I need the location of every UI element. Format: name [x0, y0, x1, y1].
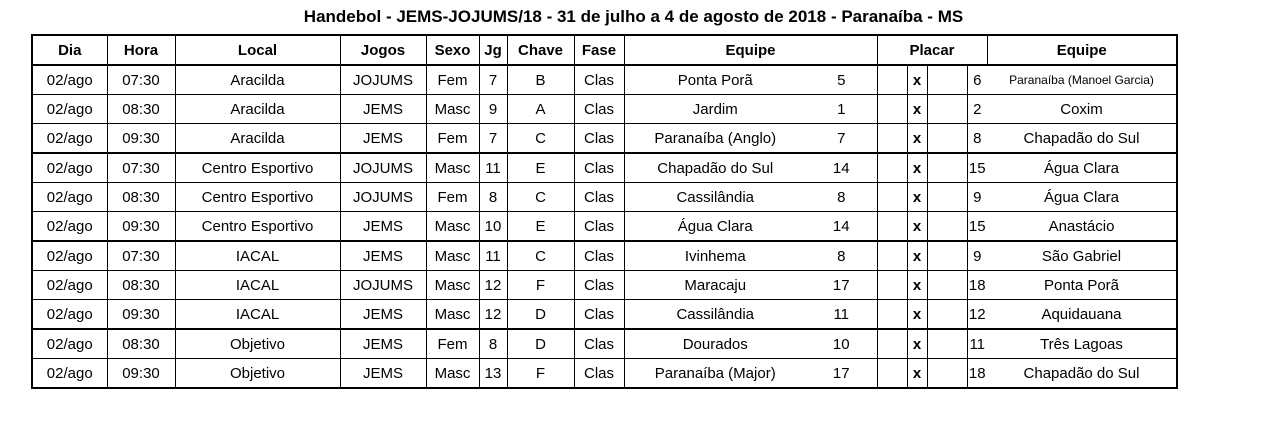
cell-fase: Clas	[574, 359, 624, 389]
table-row	[32, 153, 1177, 183]
table-row	[32, 329, 1177, 359]
cell-equipe-home: Maracaju	[624, 271, 806, 300]
cell-number-away: 6	[967, 65, 987, 95]
cell-jogos: JEMS	[340, 359, 426, 389]
cell-jogos: JOJUMS	[340, 153, 426, 183]
cell-jg: 9	[479, 95, 507, 124]
cell-versus-x: x	[907, 183, 927, 212]
cell-equipe-away: Anastácio	[987, 212, 1177, 242]
cell-score-home	[877, 65, 907, 95]
cell-jogos: JOJUMS	[340, 65, 426, 95]
cell-equipe-away: Ponta Porã	[987, 271, 1177, 300]
cell-score-away	[927, 124, 967, 154]
header-jg: Jg	[479, 35, 507, 65]
cell-sexo: Fem	[426, 183, 479, 212]
cell-jg: 11	[479, 153, 507, 183]
cell-versus-x: x	[907, 329, 927, 359]
header-dia: Dia	[32, 35, 107, 65]
cell-number-home: 7	[806, 124, 877, 154]
cell-fase: Clas	[574, 212, 624, 242]
cell-score-away	[927, 271, 967, 300]
cell-fase: Clas	[574, 183, 624, 212]
cell-equipe-home: Cassilândia	[624, 183, 806, 212]
cell-chave: D	[507, 300, 574, 330]
header-jogos: Jogos	[340, 35, 426, 65]
cell-hora: 07:30	[107, 65, 175, 95]
cell-equipe-away: Chapadão do Sul	[987, 359, 1177, 389]
cell-equipe-home: Paranaíba (Major)	[624, 359, 806, 389]
cell-number-away: 2	[967, 95, 987, 124]
cell-hora: 09:30	[107, 359, 175, 389]
cell-local: Centro Esportivo	[175, 212, 340, 242]
table-row	[32, 212, 1177, 242]
cell-number-away: 12	[967, 300, 987, 330]
cell-hora: 08:30	[107, 183, 175, 212]
table-row	[32, 241, 1177, 271]
cell-chave: F	[507, 271, 574, 300]
cell-dia: 02/ago	[32, 271, 107, 300]
cell-equipe-home: Paranaíba (Anglo)	[624, 124, 806, 154]
cell-number-away: 15	[967, 212, 987, 242]
cell-dia: 02/ago	[32, 183, 107, 212]
cell-local: IACAL	[175, 271, 340, 300]
cell-dia: 02/ago	[32, 95, 107, 124]
cell-number-away: 18	[967, 359, 987, 389]
cell-equipe-away: Chapadão do Sul	[987, 124, 1177, 154]
cell-score-away	[927, 241, 967, 271]
cell-number-home: 8	[806, 183, 877, 212]
cell-equipe-away: Três Lagoas	[987, 329, 1177, 359]
header-hora: Hora	[107, 35, 175, 65]
cell-number-away: 11	[967, 329, 987, 359]
cell-number-home: 17	[806, 359, 877, 389]
cell-fase: Clas	[574, 241, 624, 271]
cell-dia: 02/ago	[32, 212, 107, 242]
header-equipe-away: Equipe	[987, 35, 1177, 65]
cell-local: Aracilda	[175, 65, 340, 95]
cell-dia: 02/ago	[32, 124, 107, 154]
header-sexo: Sexo	[426, 35, 479, 65]
cell-fase: Clas	[574, 329, 624, 359]
cell-hora: 07:30	[107, 241, 175, 271]
header-fase: Fase	[574, 35, 624, 65]
cell-versus-x: x	[907, 153, 927, 183]
page-title: Handebol - JEMS-JOJUMS/18 - 31 de julho a 4 de agosto de 2018 - Paranaíba - MS	[303, 7, 964, 26]
cell-hora: 08:30	[107, 329, 175, 359]
cell-chave: C	[507, 124, 574, 154]
cell-score-home	[877, 271, 907, 300]
table-row	[32, 65, 1177, 95]
cell-jogos: JOJUMS	[340, 271, 426, 300]
cell-sexo: Fem	[426, 124, 479, 154]
cell-chave: E	[507, 212, 574, 242]
cell-hora: 08:30	[107, 271, 175, 300]
cell-versus-x: x	[907, 124, 927, 154]
table-row	[32, 183, 1177, 212]
cell-equipe-home: Água Clara	[624, 212, 806, 242]
cell-dia: 02/ago	[32, 359, 107, 389]
table-row	[32, 359, 1177, 389]
table-row	[32, 300, 1177, 330]
cell-score-away	[927, 212, 967, 242]
cell-dia: 02/ago	[32, 153, 107, 183]
cell-sexo: Masc	[426, 241, 479, 271]
cell-jg: 10	[479, 212, 507, 242]
cell-hora: 09:30	[107, 212, 175, 242]
cell-fase: Clas	[574, 65, 624, 95]
cell-equipe-home: Jardim	[624, 95, 806, 124]
cell-local: Centro Esportivo	[175, 153, 340, 183]
cell-hora: 07:30	[107, 153, 175, 183]
cell-number-away: 8	[967, 124, 987, 154]
cell-local: Aracilda	[175, 124, 340, 154]
cell-jg: 8	[479, 329, 507, 359]
cell-jogos: JOJUMS	[340, 183, 426, 212]
cell-number-home: 14	[806, 153, 877, 183]
cell-equipe-home: Cassilândia	[624, 300, 806, 330]
cell-score-home	[877, 300, 907, 330]
cell-equipe-away: Água Clara	[987, 183, 1177, 212]
cell-number-away: 9	[967, 183, 987, 212]
cell-equipe-home: Ponta Porã	[624, 65, 806, 95]
cell-jg: 12	[479, 271, 507, 300]
cell-dia: 02/ago	[32, 300, 107, 330]
cell-fase: Clas	[574, 124, 624, 154]
cell-jg: 7	[479, 124, 507, 154]
cell-fase: Clas	[574, 300, 624, 330]
cell-local: IACAL	[175, 300, 340, 330]
table-row	[32, 271, 1177, 300]
cell-score-home	[877, 359, 907, 389]
table-body	[32, 65, 1177, 388]
cell-local: IACAL	[175, 241, 340, 271]
cell-score-away	[927, 300, 967, 330]
cell-versus-x: x	[907, 212, 927, 242]
cell-chave: F	[507, 359, 574, 389]
cell-score-away	[927, 329, 967, 359]
cell-versus-x: x	[907, 65, 927, 95]
cell-number-away: 9	[967, 241, 987, 271]
table-row	[32, 124, 1177, 154]
cell-jogos: JEMS	[340, 124, 426, 154]
cell-jg: 12	[479, 300, 507, 330]
cell-score-home	[877, 329, 907, 359]
cell-sexo: Masc	[426, 300, 479, 330]
cell-versus-x: x	[907, 271, 927, 300]
cell-number-home: 11	[806, 300, 877, 330]
cell-jg: 11	[479, 241, 507, 271]
cell-sexo: Fem	[426, 329, 479, 359]
cell-score-home	[877, 241, 907, 271]
cell-score-home	[877, 95, 907, 124]
cell-number-home: 17	[806, 271, 877, 300]
cell-score-away	[927, 95, 967, 124]
cell-local: Objetivo	[175, 329, 340, 359]
games-table	[31, 34, 1178, 389]
cell-fase: Clas	[574, 153, 624, 183]
cell-score-away	[927, 359, 967, 389]
cell-jogos: JEMS	[340, 329, 426, 359]
cell-score-away	[927, 153, 967, 183]
cell-local: Objetivo	[175, 359, 340, 389]
header-placar: Placar	[877, 35, 987, 65]
cell-number-home: 8	[806, 241, 877, 271]
cell-jogos: JEMS	[340, 95, 426, 124]
cell-score-away	[927, 65, 967, 95]
cell-local: Aracilda	[175, 95, 340, 124]
cell-equipe-away: Aquidauana	[987, 300, 1177, 330]
cell-jogos: JEMS	[340, 300, 426, 330]
cell-sexo: Fem	[426, 65, 479, 95]
cell-score-home	[877, 153, 907, 183]
cell-sexo: Masc	[426, 271, 479, 300]
cell-versus-x: x	[907, 241, 927, 271]
cell-chave: C	[507, 183, 574, 212]
header-equipe-home: Equipe	[624, 35, 877, 65]
cell-jogos: JEMS	[340, 241, 426, 271]
cell-dia: 02/ago	[32, 65, 107, 95]
cell-equipe-away: Paranaíba (Manoel Garcia)	[987, 65, 1177, 95]
cell-chave: C	[507, 241, 574, 271]
cell-number-away: 15	[967, 153, 987, 183]
cell-versus-x: x	[907, 95, 927, 124]
cell-local: Centro Esportivo	[175, 183, 340, 212]
cell-score-home	[877, 124, 907, 154]
cell-number-home: 1	[806, 95, 877, 124]
cell-jogos: JEMS	[340, 212, 426, 242]
cell-jg: 7	[479, 65, 507, 95]
cell-hora: 09:30	[107, 300, 175, 330]
cell-fase: Clas	[574, 271, 624, 300]
cell-hora: 08:30	[107, 95, 175, 124]
cell-versus-x: x	[907, 300, 927, 330]
cell-hora: 09:30	[107, 124, 175, 154]
cell-chave: B	[507, 65, 574, 95]
cell-score-home	[877, 183, 907, 212]
cell-equipe-home: Chapadão do Sul	[624, 153, 806, 183]
cell-score-home	[877, 212, 907, 242]
cell-chave: D	[507, 329, 574, 359]
cell-versus-x: x	[907, 359, 927, 389]
cell-score-away	[927, 183, 967, 212]
cell-sexo: Masc	[426, 153, 479, 183]
cell-sexo: Masc	[426, 95, 479, 124]
table-row	[32, 95, 1177, 124]
cell-chave: E	[507, 153, 574, 183]
cell-number-home: 5	[806, 65, 877, 95]
cell-equipe-away: Coxim	[987, 95, 1177, 124]
cell-fase: Clas	[574, 95, 624, 124]
cell-dia: 02/ago	[32, 241, 107, 271]
cell-jg: 8	[479, 183, 507, 212]
cell-number-away: 18	[967, 271, 987, 300]
cell-equipe-home: Dourados	[624, 329, 806, 359]
cell-chave: A	[507, 95, 574, 124]
cell-equipe-home: Ivinhema	[624, 241, 806, 271]
cell-equipe-away: Água Clara	[987, 153, 1177, 183]
cell-sexo: Masc	[426, 212, 479, 242]
cell-dia: 02/ago	[32, 329, 107, 359]
cell-sexo: Masc	[426, 359, 479, 389]
cell-number-home: 10	[806, 329, 877, 359]
cell-jg: 13	[479, 359, 507, 389]
cell-number-home: 14	[806, 212, 877, 242]
header-chave: Chave	[507, 35, 574, 65]
header-row	[32, 35, 1177, 65]
cell-equipe-away: São Gabriel	[987, 241, 1177, 271]
header-local: Local	[175, 35, 340, 65]
